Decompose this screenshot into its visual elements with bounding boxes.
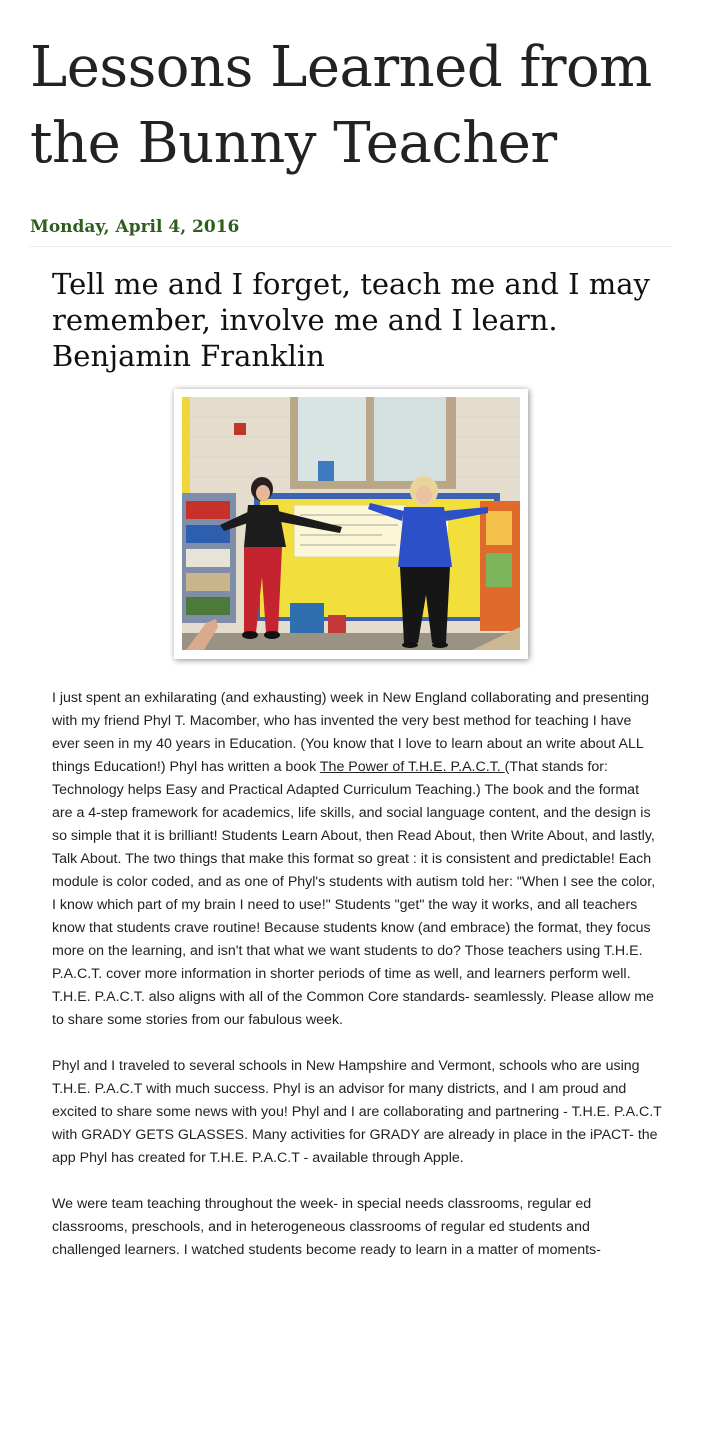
post-paragraph (52, 687, 662, 1032)
book-link[interactable]: The Power of T.H.E. P.A.C.T. (319, 759, 505, 775)
date-divider (30, 246, 672, 247)
fire-alarm (234, 423, 246, 435)
post-paragraph: We were team teaching throughout the week- in special needs classrooms, regular ed classrooms, preschools, and in heterogeneous classrooms of regular ed students and challenged learners. I watched students become ready to learn in a matter of moments- (52, 1196, 601, 1258)
post-body (52, 687, 662, 1285)
paragraph-text: (That stands for: Technology helps Easy and Practical Adapted Curriculum Teaching.) The book and the format are a 4-step framework for academics, life skills, and social language content, and the design is so simple that it is brilliant! Students Learn About, then Read About, then Write About, and lastly, Talk About. The two things that make this format so great : it is consistent and predictable! Each module is color coded, and as one of Phyl's students with autism told her: "When I see the color, I know which part of my brain I need to use!" Students "get" the way it works, and all teachers know that students crave routine! Because students know (and embrace) the format, they focus more on the learning, and isn't that what we want students to do? Those teachers using T.H.E. P.A.C.T. cover more information in shorter periods of time as well, and learners perform well. T.H.E. P.A.C.T. also aligns with all of the Common Core standards- seamlessly. Please allow me to share some stories from our fabulous week. (52, 759, 656, 1028)
post-photo-frame[interactable] (174, 389, 528, 659)
post-paragraph: Phyl and I traveled to several schools in New Hampshire and Vermont, schools who are using T.H.E. P.A.C.T with much success. Phyl is an advisor for many districts, and I am proud and excited to share some news with you! Phyl and I are collaborating and partnering - T.H.E. P.A.C.T with GRADY GETS GLASSES. Many activities for GRADY are already in place in the iPACT- the app Phyl has created for T.H.E. P.A.C.T - available through Apple. (52, 1058, 662, 1166)
window-pane-right (374, 397, 446, 481)
paragraph-text: I just spent an exhilarating (and exhausting) week in New England collaborating and presenting with my friend Phyl T. Macomber, who has invented the very best method for teaching I have ever seen in my 40 years in Education. (You know that I love to learn about an write about ALL things Education!) Phyl has written a book (52, 690, 650, 775)
post-title[interactable]: Tell me and I forget, teach me and I may remember, involve me and I learn. Benjamin Franklin (52, 267, 650, 373)
floor (182, 633, 520, 650)
post-date: Monday, April 4, 2016 (30, 217, 240, 237)
blog-title[interactable]: Lessons Learned from the Bunny Teacher (30, 35, 652, 176)
post-photo[interactable] (182, 397, 520, 650)
